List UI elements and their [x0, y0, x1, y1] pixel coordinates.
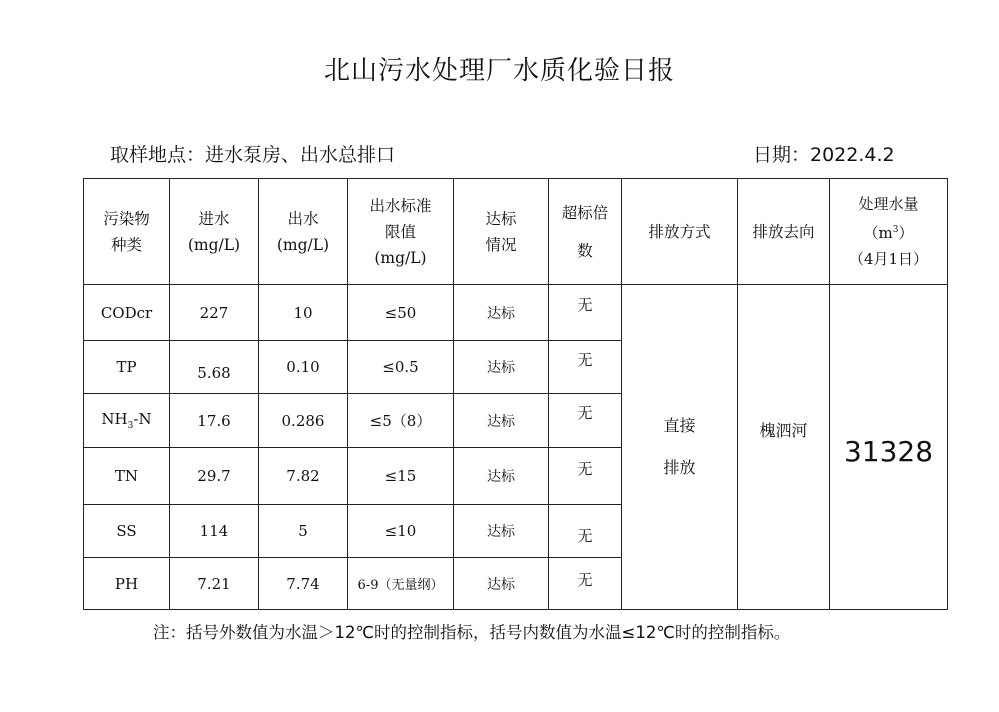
- pollutant-cell: $NH_3-N$: [84, 394, 170, 448]
- exceed-cell: [549, 285, 622, 341]
- header-discharge-method: 排放方式: [622, 179, 738, 285]
- pollutant-cell: SS: [84, 505, 170, 558]
- effluent-cell: 0.10: [259, 341, 348, 394]
- exceed-cell: [549, 448, 622, 505]
- influent-cell: 7.21: [170, 558, 259, 610]
- limit-cell: 6-9（无量纲）: [348, 558, 454, 610]
- exceed-cell: [549, 558, 622, 610]
- status-cell: 达标: [454, 505, 549, 558]
- discharge-method-cell: [622, 285, 738, 610]
- limit-cell: ≤5（8）: [348, 394, 454, 448]
- table-row: [84, 285, 948, 341]
- status-cell: 达标: [454, 558, 549, 610]
- header-status: 达标 情况: [454, 179, 549, 285]
- effluent-cell: 7.74: [259, 558, 348, 610]
- header-volume: 处理水量 $(m^3)$ （4月1日）: [830, 179, 948, 285]
- header-row: [84, 179, 948, 285]
- exceed-cell: [549, 394, 622, 448]
- report-date: 日期：2022.4.2: [753, 144, 895, 166]
- limit-cell: ≤50: [348, 285, 454, 341]
- report-title: 北山污水处理厂水质化验日报: [323, 56, 675, 86]
- discharge-method-text: 直接 排放: [663, 416, 696, 477]
- footnote: 注：括号外数值为水温＞12℃时的控制指标，括号内数值为水温≤12℃时的控制指标。: [153, 623, 791, 642]
- influent-cell: 114: [170, 505, 259, 558]
- exceed-value: 无: [577, 571, 593, 589]
- volume-cell: [830, 285, 948, 610]
- exceed-value: 无: [577, 526, 593, 545]
- volume-value: 31328: [843, 434, 934, 468]
- header-discharge-dest: 排放去向: [738, 179, 830, 285]
- effluent-cell: 0.286: [259, 394, 348, 448]
- effluent-cell: 7.82: [259, 448, 348, 505]
- exceed-value: 无: [577, 296, 593, 314]
- sampling-location: 取样地点：进水泵房、出水总排口: [110, 144, 396, 166]
- influent-cell: 17.6: [170, 394, 259, 448]
- exceed-value: 无: [577, 350, 593, 369]
- pollutant-cell: TP: [84, 341, 170, 394]
- exceed-value: 无: [577, 459, 593, 478]
- water-quality-table: [83, 178, 948, 610]
- influent-cell: 5.68: [170, 341, 259, 394]
- header-pollutant: 污染物 种类: [84, 179, 170, 285]
- limit-cell: ≤10: [348, 505, 454, 558]
- status-cell: 达标: [454, 285, 549, 341]
- limit-cell: ≤0.5: [348, 341, 454, 394]
- pollutant-cell: TN: [84, 448, 170, 505]
- header-limit: 出水标准 限值 (mg/L): [348, 179, 454, 285]
- header-exceed: 超标倍 数: [549, 179, 622, 285]
- limit-cell: ≤15: [348, 448, 454, 505]
- header-effluent: 出水 (mg/L): [259, 179, 348, 285]
- status-cell: 达标: [454, 341, 549, 394]
- influent-cell: 227: [170, 285, 259, 341]
- discharge-dest-text: 槐泗河: [759, 420, 808, 440]
- discharge-dest-cell: [738, 285, 830, 610]
- exceed-value: 无: [577, 404, 593, 422]
- header-influent: 进水 (mg/L): [170, 179, 259, 285]
- pollutant-cell: CODcr: [84, 285, 170, 341]
- effluent-cell: 10: [259, 285, 348, 341]
- exceed-cell: [549, 505, 622, 558]
- status-cell: 达标: [454, 394, 549, 448]
- pollutant-cell: PH: [84, 558, 170, 610]
- effluent-cell: 5: [259, 505, 348, 558]
- exceed-cell: [549, 341, 622, 394]
- influent-cell: 29.7: [170, 448, 259, 505]
- status-cell: 达标: [454, 448, 549, 505]
